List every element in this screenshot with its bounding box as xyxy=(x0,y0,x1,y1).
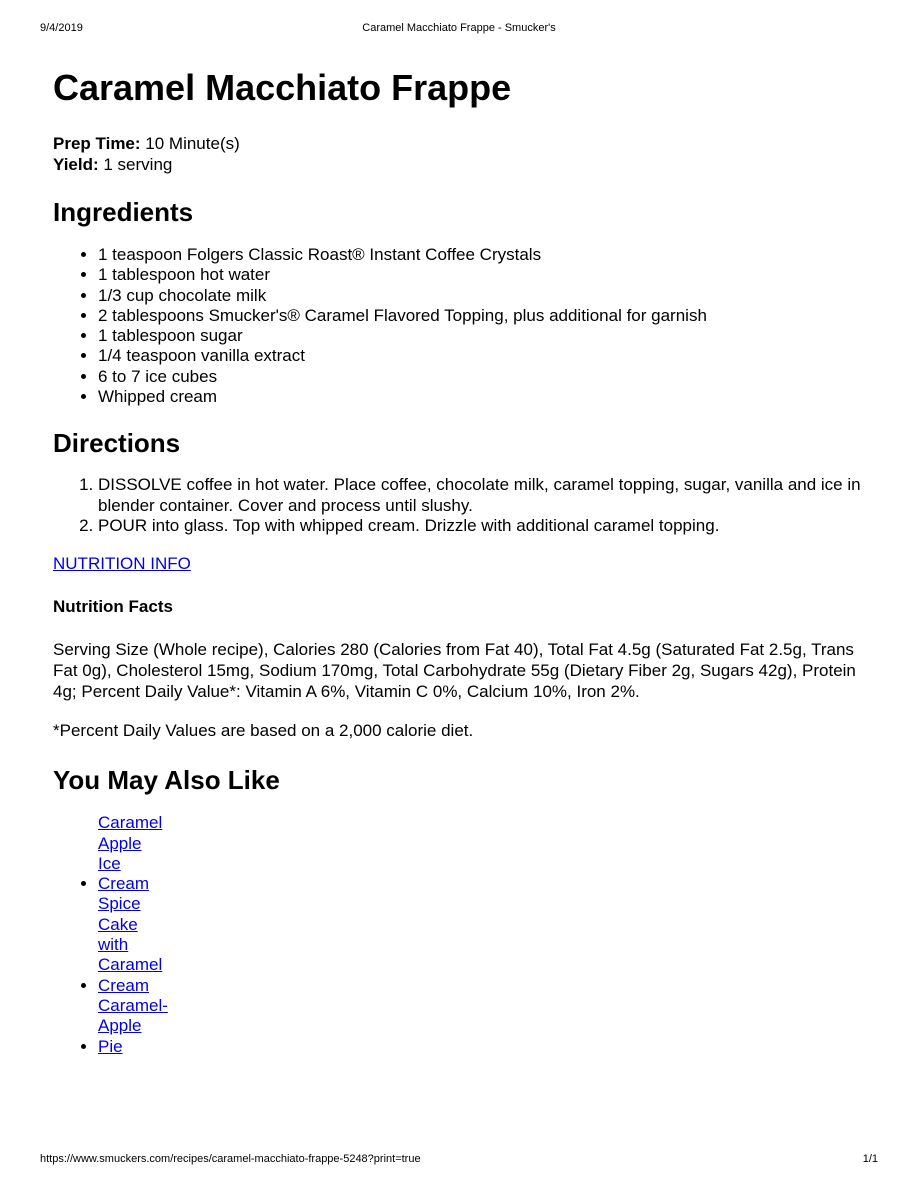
directions-heading: Directions xyxy=(53,428,181,459)
also-like-item xyxy=(98,996,868,1057)
ingredient-item: • 1 teaspoon Folgers Classic Roast® Instant Coffee Crystals xyxy=(98,245,868,265)
related-recipe-link[interactable]: Spice Cake with Caramel Cream xyxy=(98,894,163,995)
print-url: https://www.smuckers.com/recipes/caramel-macchiato-frappe-5248?print=true xyxy=(40,1153,421,1165)
also-like-item xyxy=(98,894,868,995)
ingredient-item: • 6 to 7 ice cubes xyxy=(98,367,868,387)
print-date: 9/4/2019 xyxy=(40,22,83,34)
nutrition-info-link[interactable]: NUTRITION INFO xyxy=(53,554,191,574)
ingredients-list xyxy=(53,245,868,407)
recipe-meta xyxy=(53,133,868,175)
also-like-list xyxy=(53,813,868,1057)
ingredient-item: • Whipped cream xyxy=(98,387,868,407)
direction-step: 2. POUR into glass. Top with whipped cream. Drizzle with additional caramel topping. xyxy=(98,516,868,536)
related-recipe-link[interactable]: Caramel-Apple Pie xyxy=(98,995,168,1056)
print-page-number: 1/1 xyxy=(862,1153,878,1165)
ingredient-item: • 1 tablespoon hot water xyxy=(98,265,868,285)
ingredient-item: • 1/3 cup chocolate milk xyxy=(98,286,868,306)
yield-value: 1 serving xyxy=(98,155,173,174)
also-like-heading: You May Also Like xyxy=(53,765,280,796)
direction-step: 1. DISSOLVE coffee in hot water. Place coffee, chocolate milk, caramel topping, sugar, vanilla and ice in blender container. Cover and process until slushy. xyxy=(98,475,868,516)
nutrition-facts-text: Serving Size (Whole recipe), Calories 280 (Calories from Fat 40), Total Fat 4.5g (Saturated Fat 2.5g, Trans Fat 0g), Cholesterol 15mg, Sodium 170mg, Total Carbohydrate 55g (Dietary Fiber 2g, Sugars 42g), Protein 4g; Percent Daily Value*: Vitamin A 6%, Vitamin C 0%, Calcium 10%, Iron 2%. xyxy=(53,640,856,702)
yield-label: Yield: xyxy=(53,155,99,174)
daily-value-disclaimer: *Percent Daily Values are based on a 2,000 calorie diet. xyxy=(53,721,474,741)
ingredients-heading: Ingredients xyxy=(53,197,194,227)
prep-time xyxy=(53,133,868,154)
directions-list xyxy=(53,475,868,536)
prep-time-label: Prep Time: xyxy=(53,134,141,153)
prep-time-value: 10 Minute(s) xyxy=(140,134,240,153)
also-like-item xyxy=(98,813,868,894)
ingredient-item: • 1/4 teaspoon vanilla extract xyxy=(98,346,868,366)
yield xyxy=(53,154,868,175)
ingredient-item: • 1 tablespoon sugar xyxy=(98,326,868,346)
ingredient-item: • 2 tablespoons Smucker's® Caramel Flavored Topping, plus additional for garnish xyxy=(98,306,868,326)
recipe-title: Caramel Macchiato Frappe xyxy=(53,67,512,108)
recipe-content xyxy=(53,64,868,1057)
print-page-title: Caramel Macchiato Frappe - Smucker's xyxy=(362,22,556,34)
related-recipe-link[interactable]: Caramel Apple Ice Cream xyxy=(98,813,163,894)
nutrition-facts-heading: Nutrition Facts xyxy=(53,597,173,617)
